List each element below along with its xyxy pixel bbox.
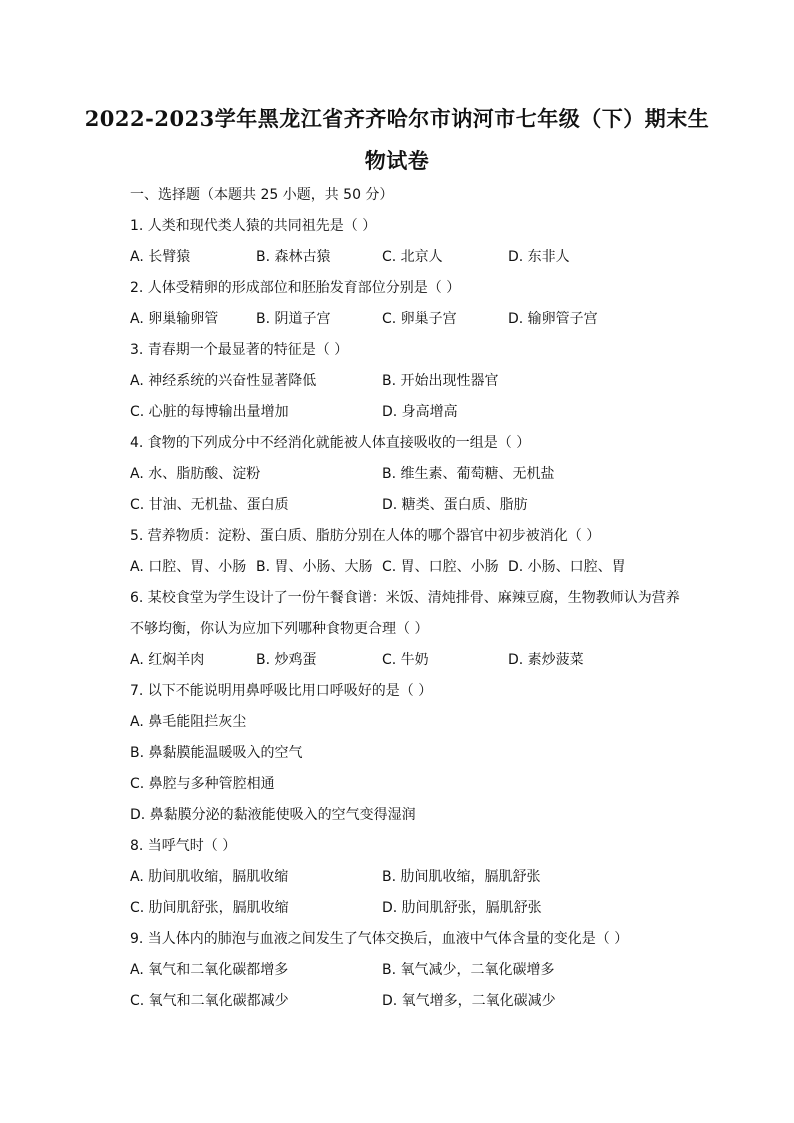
question-8-option-a: A. 肋间肌收缩，膈肌收缩 — [130, 869, 289, 885]
question-9-option-b: B. 氧气减少，二氧化碳增多 — [382, 962, 555, 978]
question-3-option-b: B. 开始出现性器官 — [382, 373, 499, 389]
question-1-option-c: C. 北京人 — [382, 249, 443, 265]
question-1-option-d: D. 东非人 — [508, 249, 570, 265]
question-7-stem: 7. 以下不能说明用鼻呼吸比用口呼吸好的是（ ） — [130, 683, 433, 699]
question-2-option-d: D. 输卵管子宫 — [508, 311, 598, 327]
question-1-option-a: A. 长臂猿 — [130, 249, 191, 265]
exam-title-line2: 物试卷 — [364, 148, 430, 173]
question-7-option-a: A. 鼻毛能阻拦灰尘 — [130, 714, 247, 730]
question-3-stem: 3. 青春期一个最显著的特征是（ ） — [130, 342, 349, 358]
question-7-option-d: D. 鼻黏膜分泌的黏液能使吸入的空气变得湿润 — [130, 807, 416, 823]
question-6-option-b: B. 炒鸡蛋 — [256, 652, 317, 668]
question-9-option-d: D. 氧气增多，二氧化碳减少 — [382, 993, 556, 1009]
question-6-stem-line1: 6. 某校食堂为学生设计了一份午餐食谱：米饭、清炖排骨、麻辣豆腐，生物教师认为营养 — [130, 590, 680, 606]
section-heading: 一、选择题（本题共 25 小题，共 50 分） — [130, 187, 394, 203]
question-3-option-a: A. 神经系统的兴奋性显著降低 — [130, 373, 317, 389]
question-9-stem: 9. 当人体内的肺泡与血液之间发生了气体交换后，血液中气体含量的变化是（ ） — [130, 931, 629, 947]
question-5-option-c: C. 胃、口腔、小肠 — [382, 559, 499, 575]
question-5-option-d: D. 小肠、口腔、胃 — [508, 559, 626, 575]
question-5-stem: 5. 营养物质：淀粉、蛋白质、脂肪分别在人体的哪个器官中初步被消化（ ） — [130, 528, 601, 544]
question-4-option-c: C. 甘油、无机盐、蛋白质 — [130, 497, 289, 513]
question-5-option-a: A. 口腔、胃、小肠 — [130, 559, 247, 575]
question-5-option-b: B. 胃、小肠、大肠 — [256, 559, 373, 575]
question-3-option-c: C. 心脏的每博输出量增加 — [130, 404, 289, 420]
question-6-option-c: C. 牛奶 — [382, 652, 429, 668]
question-2-option-a: A. 卵巢输卵管 — [130, 311, 219, 327]
question-8-option-b: B. 肋间肌收缩，膈肌舒张 — [382, 869, 541, 885]
exam-title-line1: 2022-2023学年黑龙江省齐齐哈尔市讷河市七年级（下）期末生 — [84, 106, 710, 131]
question-7-option-c: C. 鼻腔与多种管腔相通 — [130, 776, 275, 792]
question-1-option-b: B. 森林古猿 — [256, 249, 331, 265]
question-4-option-b: B. 维生素、葡萄糖、无机盐 — [382, 466, 555, 482]
question-4-stem: 4. 食物的下列成分中不经消化就能被人体直接吸收的一组是（ ） — [130, 435, 531, 451]
question-6-option-d: D. 素炒菠菜 — [508, 652, 584, 668]
question-6-option-a: A. 红焖羊肉 — [130, 652, 205, 668]
question-8-stem: 8. 当呼气时（ ） — [130, 838, 237, 854]
question-2-option-c: C. 卵巢子宫 — [382, 311, 457, 327]
question-9-option-a: A. 氧气和二氧化碳都增多 — [130, 962, 289, 978]
question-1-stem: 1. 人类和现代类人猿的共同祖先是（ ） — [130, 218, 377, 234]
question-2-stem: 2. 人体受精卵的形成部位和胚胎发育部位分别是（ ） — [130, 280, 461, 296]
question-3-option-d: D. 身高增高 — [382, 404, 458, 420]
question-4-option-d: D. 糖类、蛋白质、脂肪 — [382, 497, 528, 513]
question-9-option-c: C. 氧气和二氧化碳都减少 — [130, 993, 289, 1009]
question-2-option-b: B. 阴道子宫 — [256, 311, 331, 327]
question-4-option-a: A. 水、脂肪酸、淀粉 — [130, 466, 261, 482]
question-7-option-b: B. 鼻黏膜能温暖吸入的空气 — [130, 745, 303, 761]
question-8-option-d: D. 肋间肌舒张，膈肌舒张 — [382, 900, 542, 916]
question-6-stem-line2: 不够均衡，你认为应加下列哪种食物更合理（ ） — [130, 621, 429, 637]
question-8-option-c: C. 肋间肌舒张，膈肌收缩 — [130, 900, 289, 916]
